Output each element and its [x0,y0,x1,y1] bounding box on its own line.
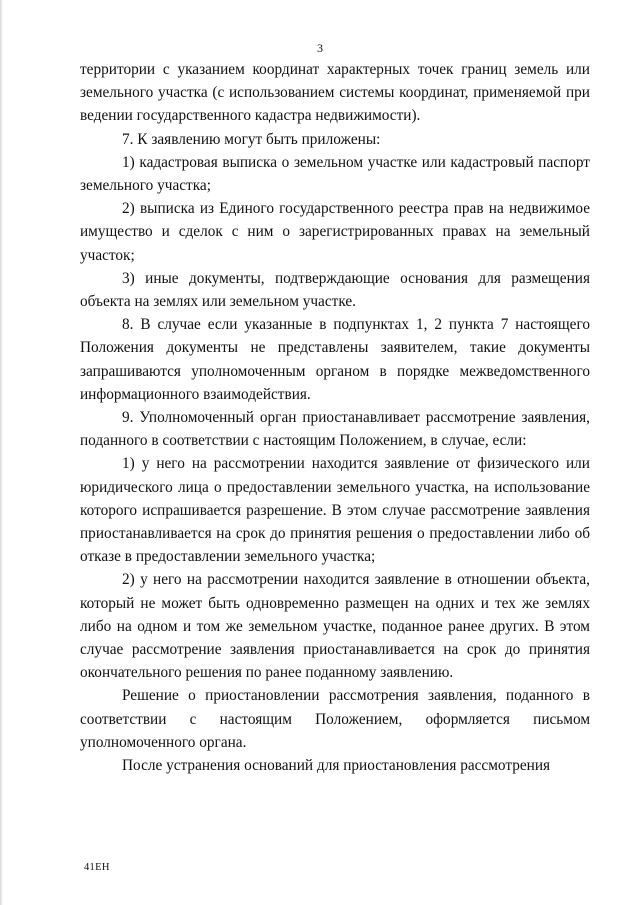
paragraph-9: 2) у него на рассмотрении находится заявление в отношении объекта, который не может быть одновременно размещен на одних и тех же землях либо на одном и том же земельном участке, поданное ранее других. В этом случае рассмотрение заявления приостанавливается на срок до принятия окончательного решения по ранее поданному заявлению. [80,571,590,682]
paragraph-2: 7. К заявлению могут быть приложены: [122,130,381,148]
paragraph-5: 3) иные документы, подтверждающие основания для размещения объекта на землях или земельном участке. [80,269,590,311]
paragraph-4: 2) выписка из Единого государственного реестра прав на недвижимое имущество и сделок с ним о зарегистрированных правах на земельный участок; [80,200,590,264]
paragraph-1: территории с указанием координат характерных точек границ земель или земельного участка (с использованием системы координат, применяемой при ведении государственного кадастра недвижимости). [80,61,590,125]
footer-code: 41ЕН [84,862,110,873]
document-body [80,58,590,777]
paragraph-6: 8. В случае если указанные в подпунктах 1, 2 пункта 7 настоящего Положения документы не представлены заявителем, такие документы запрашиваются уполномоченным органом в порядке межведомственного информационного взаимодействия. [80,316,590,403]
paragraph-7: 9. Уполномоченный орган приостанавливает рассмотрение заявления, поданного в соответствии с настоящим Положением, в случае, если: [80,409,590,450]
scan-edge [0,0,3,905]
paragraph-8: 1) у него на рассмотрении находится заявление от физического или юридического лица о предоставлении земельного участка, на использование которого испрашивается разрешение. В этом случае рассмотрение заявления приостанавливается на срок до принятия решения о предоставлении либо об отказе в предоставлении земельного участка; [80,455,590,566]
paragraph-11: После устранения оснований для приостановления рассмотрения [122,757,551,775]
page-number: 3 [317,41,323,55]
paragraph-3: 1) кадастровая выписка о земельном участке или кадастровый паспорт земельного участка; [80,153,590,195]
paragraph-10: Решение о приостановлении рассмотрения заявления, поданного в соответствии с настоящим Положением, оформляется письмом уполномоченного органа. [80,687,590,751]
